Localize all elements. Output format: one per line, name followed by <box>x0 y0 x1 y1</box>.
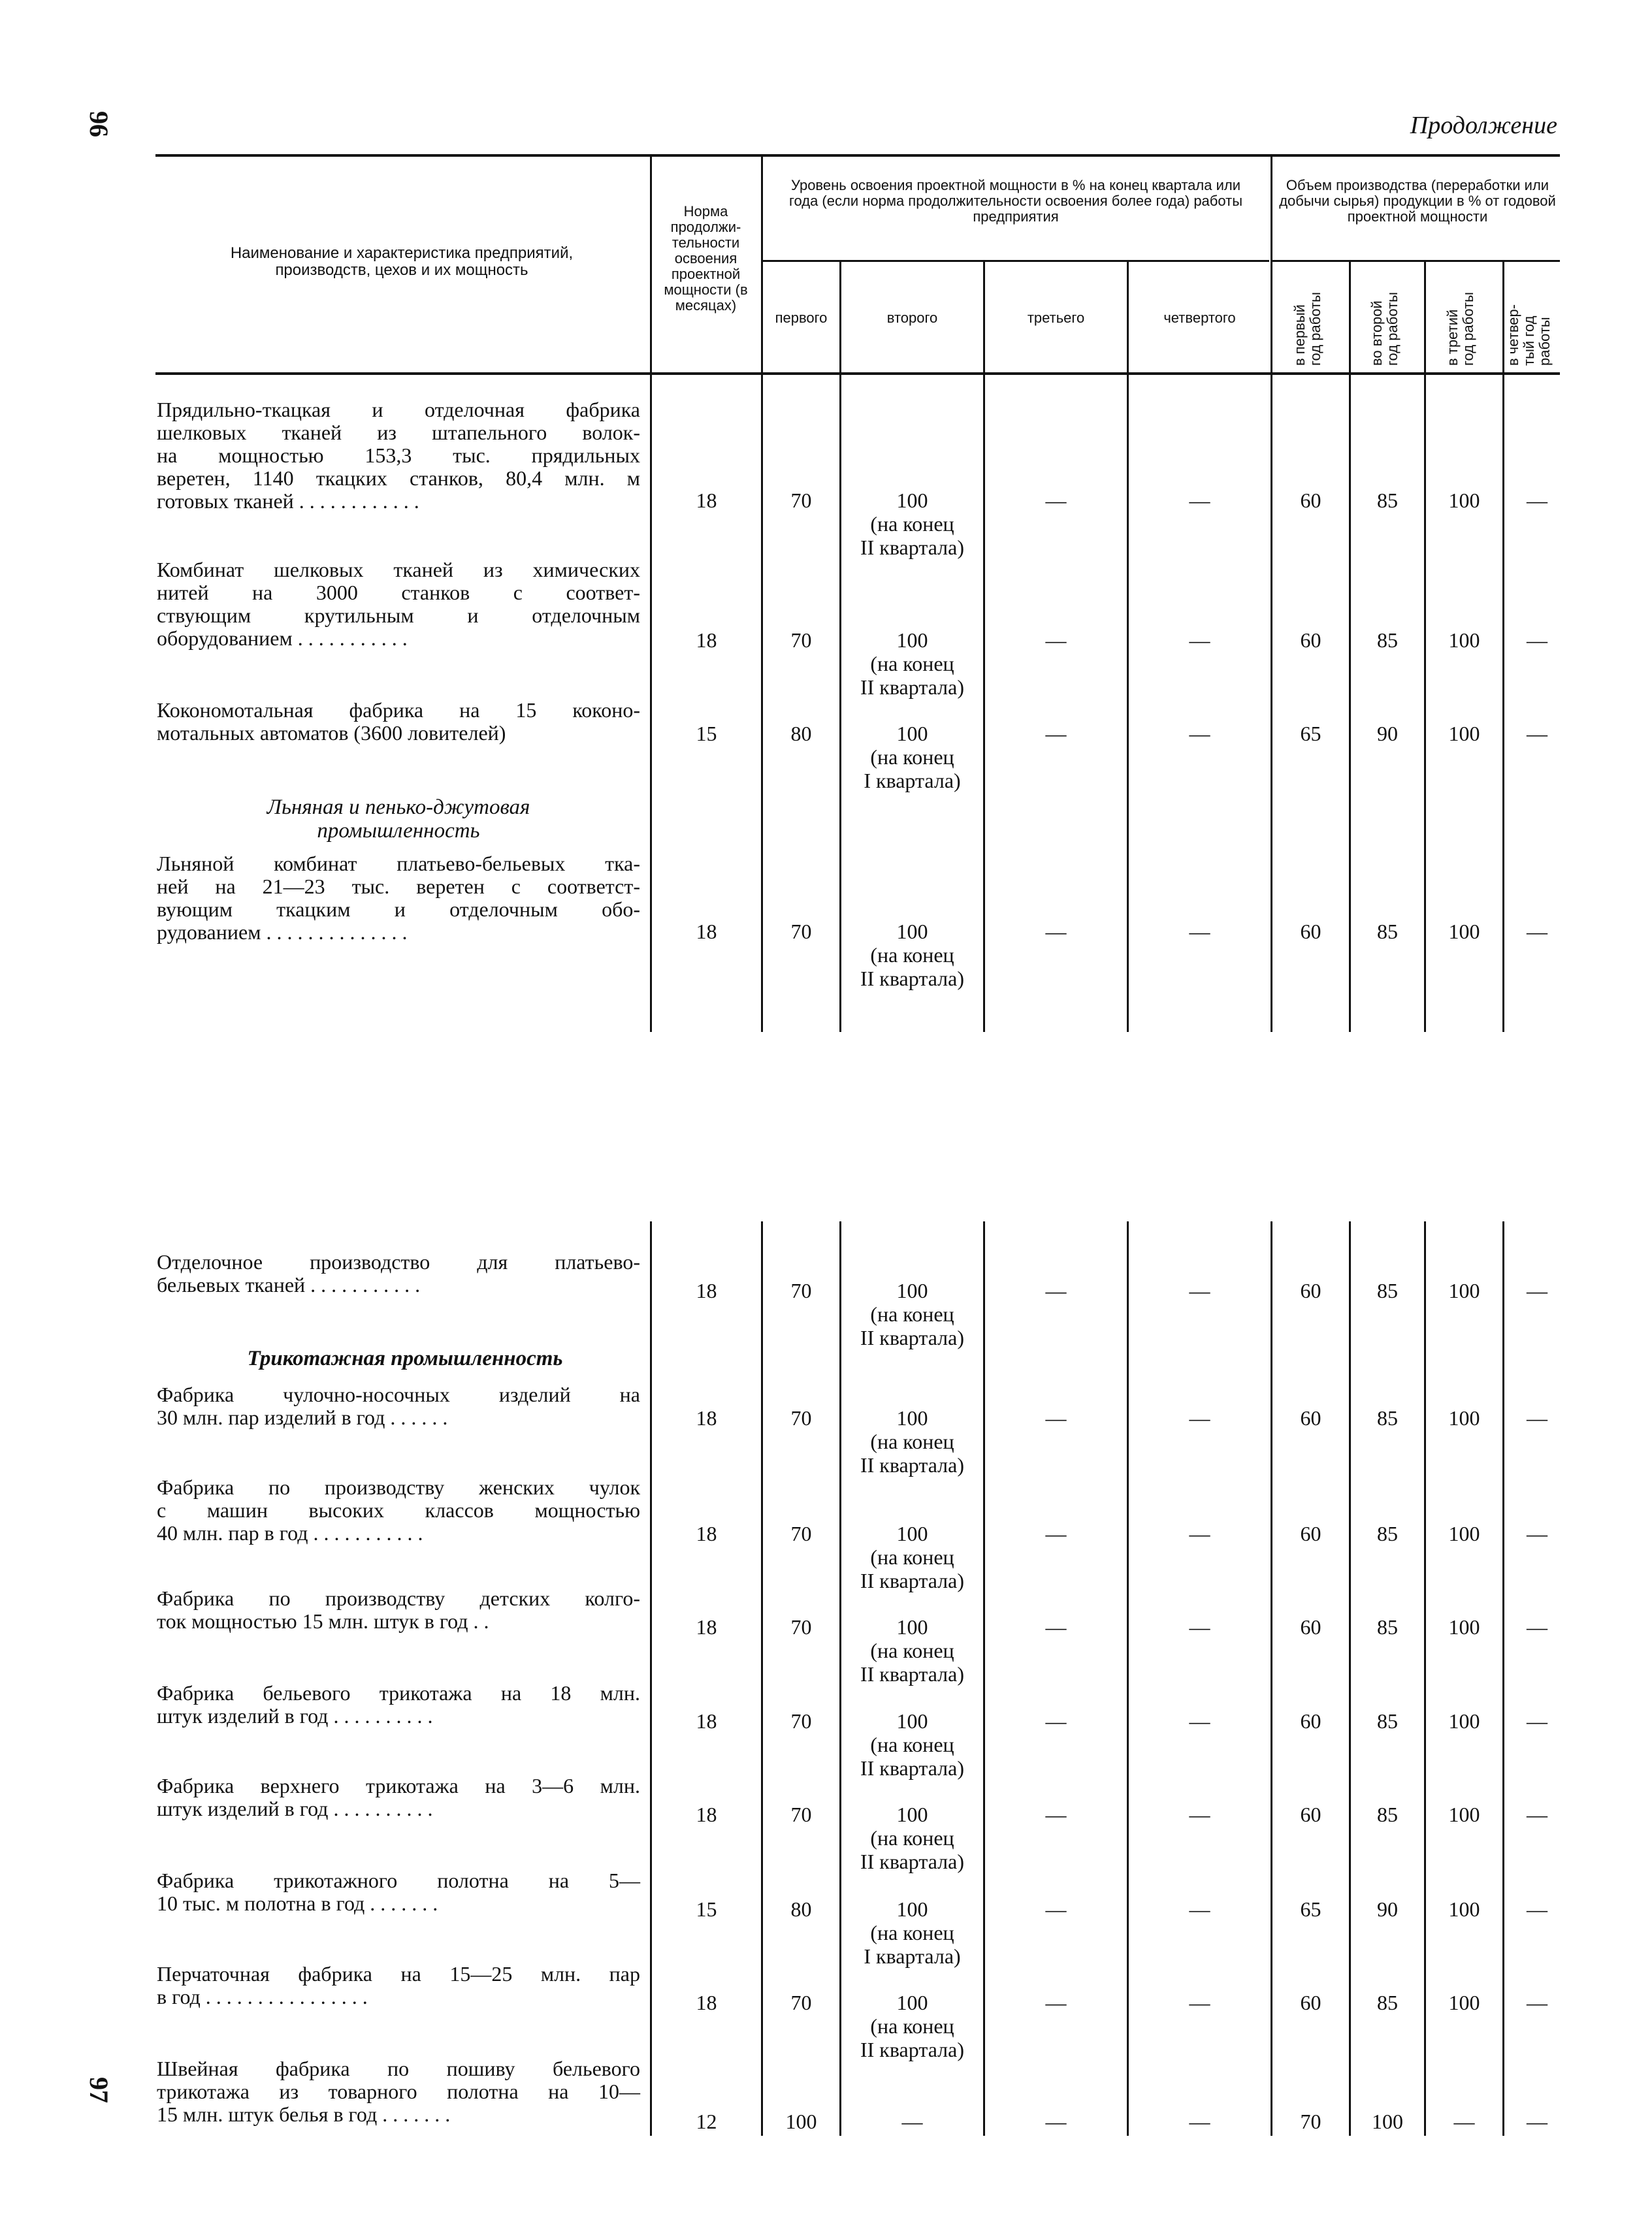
cell-y2: 85 <box>1377 1406 1398 1430</box>
cell-y2: 90 <box>1377 1897 1398 1921</box>
row-name-line: 10 тыс. м полотна в год . . . . . . . <box>157 1892 438 1915</box>
cell-y3: 100 <box>1448 1897 1480 1921</box>
row-name-line: 15 млн. штук белья в год . . . . . . . <box>157 2102 451 2126</box>
header-level-col-1: первого <box>775 310 828 326</box>
cell-y4: — <box>1527 628 1547 652</box>
cell-y3: 100 <box>1448 1803 1480 1826</box>
cell-q1: 70 <box>790 489 812 512</box>
row-name-line: оборудованием . . . . . . . . . . . <box>157 626 408 650</box>
cell-norm: 18 <box>696 1406 717 1430</box>
cell-y4: — <box>1527 489 1547 512</box>
cell-y2: 85 <box>1377 920 1398 943</box>
cell-q2: 100 (на конец II квартала) <box>860 628 964 699</box>
cell-y1: 60 <box>1300 1803 1321 1826</box>
row-name-line: ней на 21—23 тыс. веретен с соответст- <box>157 875 640 898</box>
header-level-col-3: третьего <box>1027 310 1085 326</box>
header-volume-col-2: во второй год работы <box>1369 292 1401 366</box>
row-name-line: Кокономотальная фабрика на 15 коконо- <box>157 698 640 722</box>
cell-y1: 60 <box>1300 1991 1321 2014</box>
cell-q2: 100 (на конец II квартала) <box>860 920 964 990</box>
cell-norm: 18 <box>696 1522 717 1545</box>
cell-y3: 100 <box>1448 1991 1480 2014</box>
cell-q3: — <box>1045 1406 1067 1430</box>
row-name <box>157 1869 640 1915</box>
row-name-line: в год . . . . . . . . . . . . . . . . <box>157 1985 368 2008</box>
row-name <box>157 398 640 513</box>
row-name-line: ток мощностью 15 млн. штук в год . . <box>157 1609 489 1633</box>
row-name <box>157 1587 640 1633</box>
row-name <box>157 558 640 650</box>
row-name <box>157 1682 640 1728</box>
header-norm-column: Норма продолжи- тельности освоения проектной мощности (в месяцах) <box>664 203 748 314</box>
cell-q1: 80 <box>790 722 812 745</box>
cell-y1: 65 <box>1300 722 1321 745</box>
cell-q4: — <box>1189 1406 1210 1430</box>
row-name-line: готовых тканей . . . . . . . . . . . . <box>157 489 419 513</box>
cell-norm: 18 <box>696 1803 717 1826</box>
cell-q3: — <box>1045 2110 1067 2133</box>
row-name-line: Льняной комбинат платьево-бельевых тка- <box>157 852 640 875</box>
row-name-line: 40 млн. пар в год . . . . . . . . . . . <box>157 1521 423 1545</box>
cell-y1: 60 <box>1300 628 1321 652</box>
table-top-rule <box>155 154 1560 157</box>
cell-y1: 60 <box>1300 489 1321 512</box>
cell-y4: — <box>1527 1406 1547 1430</box>
cell-norm: 18 <box>696 1279 717 1302</box>
cell-q1: 70 <box>790 920 812 943</box>
cell-q1: 100 <box>785 2110 817 2133</box>
cell-y2: 85 <box>1377 628 1398 652</box>
cell-q2: 100 (на конец II квартала) <box>860 489 964 559</box>
cell-y1: 60 <box>1300 1522 1321 1545</box>
header-name-column: Наименование и характеристика предприятий, производств, цехов и их мощность <box>230 244 574 279</box>
cell-y4: — <box>1527 1709 1547 1733</box>
section-heading-linen: Льняная и пенько-джутовая промышленность <box>267 796 530 843</box>
row-name <box>157 1963 640 2008</box>
cell-q3: — <box>1045 1803 1067 1826</box>
header-volume-col-1: в первый год работы <box>1291 292 1323 366</box>
cell-y2: 85 <box>1377 1709 1398 1733</box>
row-name-line: бельевых тканей . . . . . . . . . . . <box>157 1273 421 1296</box>
cell-y2: 85 <box>1377 1615 1398 1639</box>
cell-q1: 70 <box>790 1615 812 1639</box>
cell-q2: 100 (на конец II квартала) <box>860 1803 964 1873</box>
cell-q2: 100 (на конец II квартала) <box>860 1406 964 1477</box>
row-name-line: штук изделий в год . . . . . . . . . . <box>157 1704 433 1728</box>
cell-q4: — <box>1189 2110 1210 2133</box>
cell-y2: 85 <box>1377 1279 1398 1302</box>
header-volume-col-3: в третий год работы <box>1444 292 1476 366</box>
row-name <box>157 2057 640 2126</box>
row-name-line: рудованием . . . . . . . . . . . . . . <box>157 920 408 944</box>
cell-q4: — <box>1189 1522 1210 1545</box>
cell-q1: 70 <box>790 1803 812 1826</box>
cell-y1: 60 <box>1300 920 1321 943</box>
cell-q1: 70 <box>790 1522 812 1545</box>
cell-y4: — <box>1527 1522 1547 1545</box>
cell-q4: — <box>1189 1803 1210 1826</box>
cell-q2: 100 (на конец II квартала) <box>860 1615 964 1686</box>
cell-q1: 70 <box>790 628 812 652</box>
cell-q4: — <box>1189 722 1210 745</box>
cell-norm: 18 <box>696 489 717 512</box>
row-name <box>157 1476 640 1545</box>
cell-y1: 60 <box>1300 1279 1321 1302</box>
cell-y3: 100 <box>1448 628 1480 652</box>
cell-q2: — <box>901 2110 923 2133</box>
row-name-line: Прядильно-ткацкая и отделочная фабрика <box>157 398 640 421</box>
cell-q2: 100 (на конец II квартала) <box>860 1279 964 1349</box>
cell-q3: — <box>1045 489 1067 512</box>
cell-y3: — <box>1453 2110 1475 2133</box>
cell-q4: — <box>1189 1709 1210 1733</box>
row-name-line: ствующим крутильным и отделочным <box>157 604 640 627</box>
cell-norm: 18 <box>696 920 717 943</box>
cell-norm: 18 <box>696 1991 717 2014</box>
cell-y2: 85 <box>1377 1991 1398 2014</box>
cell-y1: 65 <box>1300 1897 1321 1921</box>
cell-q4: — <box>1189 1897 1210 1921</box>
cell-q2: 100 (на конец II квартала) <box>860 1522 964 1592</box>
cell-y4: — <box>1527 1279 1547 1302</box>
cell-q1: 80 <box>790 1897 812 1921</box>
cell-q3: — <box>1045 1897 1067 1921</box>
cell-q3: — <box>1045 628 1067 652</box>
cell-norm: 15 <box>696 1897 717 1921</box>
page-number-top: 96 <box>84 111 114 137</box>
cell-y3: 100 <box>1448 722 1480 745</box>
row-name <box>157 699 640 745</box>
page-number-bottom: 97 <box>84 2077 114 2103</box>
cell-q4: — <box>1189 1615 1210 1639</box>
cell-q4: — <box>1189 489 1210 512</box>
cell-q3: — <box>1045 1615 1067 1639</box>
row-name-line: мотальных автоматов (3600 ловителей) <box>157 721 506 745</box>
header-level-group: Уровень освоения проектной мощности в % на конец квартала или года (если норма продолжительности освоения более года) работы предприятия <box>788 177 1243 225</box>
cell-y1: 60 <box>1300 1406 1321 1430</box>
cell-q3: — <box>1045 1279 1067 1302</box>
header-volume-group: Объем производства (переработки или добычи сырья) продукции в % от годовой проектной мощности <box>1279 177 1556 225</box>
row-name-line: Швейная фабрика по пошиву бельевого <box>157 2057 640 2080</box>
cell-y3: 100 <box>1448 489 1480 512</box>
cell-q1: 70 <box>790 1991 812 2014</box>
row-name-line: Фабрика по производству детских колго- <box>157 1586 640 1610</box>
cell-y4: — <box>1527 1897 1547 1921</box>
cell-y4: — <box>1527 2110 1547 2133</box>
row-name-line: Фабрика верхнего трикотажа на 3—6 млн. <box>157 1774 640 1797</box>
row-name <box>157 1775 640 1820</box>
cell-y3: 100 <box>1448 1522 1480 1545</box>
cell-y4: — <box>1527 722 1547 745</box>
cell-y2: 90 <box>1377 722 1398 745</box>
cell-q1: 70 <box>790 1279 812 1302</box>
row-name-line: штук изделий в год . . . . . . . . . . <box>157 1797 433 1820</box>
cell-q4: — <box>1189 1991 1210 2014</box>
cell-q4: — <box>1189 1279 1210 1302</box>
row-name-line: шелковых тканей из штапельного волок- <box>157 421 640 444</box>
cell-y4: — <box>1527 1615 1547 1639</box>
cell-y3: 100 <box>1448 920 1480 943</box>
row-name-line: Комбинат шелковых тканей из химических <box>157 558 640 581</box>
cell-y2: 85 <box>1377 1803 1398 1826</box>
row-name <box>157 852 640 944</box>
header-level-col-2: второго <box>886 310 938 326</box>
cell-y1: 70 <box>1300 2110 1321 2133</box>
cell-y3: 100 <box>1448 1615 1480 1639</box>
row-name-line: нитей на 3000 станков с соответ- <box>157 581 640 604</box>
row-name-line: Перчаточная фабрика на 15—25 млн. пар <box>157 1962 640 1986</box>
row-name-line: Фабрика чулочно-носочных изделий на <box>157 1383 640 1406</box>
row-name-line: 30 млн. пар изделий в год . . . . . . <box>157 1406 448 1429</box>
cell-q4: — <box>1189 628 1210 652</box>
cell-q2: 100 (на конец II квартала) <box>860 1991 964 2061</box>
row-name-line: веретен, 1140 ткацких станков, 80,4 млн. м <box>157 466 640 490</box>
row-name-line: Отделочное производство для платьево- <box>157 1250 640 1274</box>
cell-q2: 100 (на конец I квартала) <box>864 1897 961 1968</box>
cell-q3: — <box>1045 1709 1067 1733</box>
cell-y4: — <box>1527 1803 1547 1826</box>
cell-q3: — <box>1045 722 1067 745</box>
cell-q2: 100 (на конец I квартала) <box>864 722 961 792</box>
continuation-label: Продолжение <box>1410 112 1557 139</box>
cell-y2: 85 <box>1377 1522 1398 1545</box>
cell-q4: — <box>1189 920 1210 943</box>
cell-y2: 85 <box>1377 489 1398 512</box>
header-volume-col-4: в четвер- тый год работы <box>1505 304 1553 366</box>
row-name-line: Фабрика по производству женских чулок <box>157 1475 640 1499</box>
cell-y1: 60 <box>1300 1709 1321 1733</box>
cell-y1: 60 <box>1300 1615 1321 1639</box>
row-name-line: Фабрика бельевого трикотажа на 18 млн. <box>157 1681 640 1705</box>
row-name-line: на мощностью 153,3 тыс. прядильных <box>157 443 640 467</box>
row-name-line: с машин высоких классов мощностью <box>157 1498 640 1522</box>
cell-norm: 18 <box>696 1615 717 1639</box>
cell-norm: 18 <box>696 628 717 652</box>
cell-q2: 100 (на конец II квартала) <box>860 1709 964 1780</box>
cell-q3: — <box>1045 920 1067 943</box>
cell-q1: 70 <box>790 1709 812 1733</box>
cell-y4: — <box>1527 1991 1547 2014</box>
cell-norm: 15 <box>696 722 717 745</box>
cell-y3: 100 <box>1448 1709 1480 1733</box>
row-name-line: вующим ткацким и отделочным обо- <box>157 897 640 921</box>
section-heading-knitwear: Трикотажная промышленность <box>247 1347 563 1370</box>
row-name-line: трикотажа из товарного полотна на 10— <box>157 2080 640 2103</box>
cell-q1: 70 <box>790 1406 812 1430</box>
cell-y2: 100 <box>1372 2110 1403 2133</box>
cell-norm: 18 <box>696 1709 717 1733</box>
cell-y3: 100 <box>1448 1279 1480 1302</box>
cell-y4: — <box>1527 920 1547 943</box>
header-level-col-4: четвертого <box>1163 310 1236 326</box>
cell-q3: — <box>1045 1522 1067 1545</box>
row-name <box>157 1251 640 1296</box>
cell-norm: 12 <box>696 2110 717 2133</box>
row-name-line: Фабрика трикотажного полотна на 5— <box>157 1869 640 1892</box>
row-name <box>157 1383 640 1429</box>
cell-y3: 100 <box>1448 1406 1480 1430</box>
cell-q3: — <box>1045 1991 1067 2014</box>
